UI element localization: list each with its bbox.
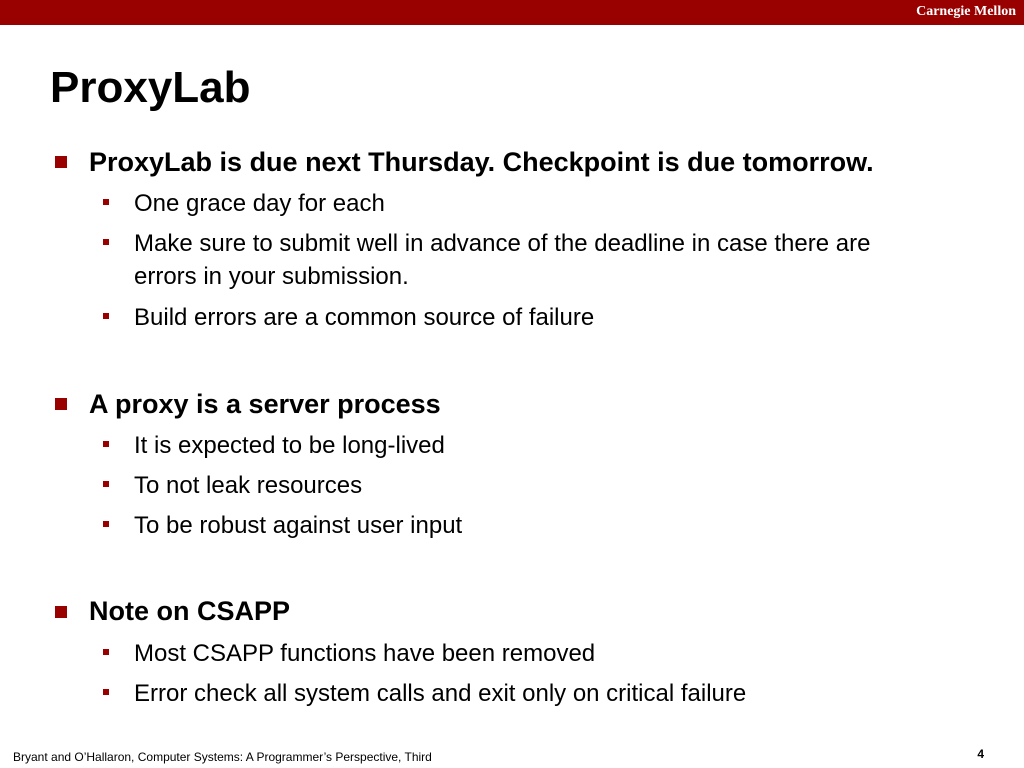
- section-3-item-1-bullet-icon: [103, 649, 109, 655]
- page-number: 4: [977, 747, 984, 761]
- section-2-item-2: To not leak resources: [134, 472, 363, 499]
- section-2-item-3-bullet-icon: [103, 521, 109, 527]
- slide-title: ProxyLab: [50, 63, 251, 112]
- section-3-item-2: Error check all system calls and exit only on critical failure: [134, 680, 747, 707]
- section-3-bullet-icon: [55, 606, 67, 618]
- section-1-item-2-continued: errors in your submission.: [134, 263, 409, 290]
- section-1-item-1-bullet-icon: [103, 199, 109, 205]
- footer-citation: Bryant and O’Hallaron, Computer Systems: A Programmer’s Perspective, Third: [13, 750, 432, 764]
- section-3-item-2-bullet-icon: [103, 689, 109, 695]
- section-1-item-1: One grace day for each: [134, 190, 385, 217]
- section-2-item-3: To be robust against user input: [134, 512, 463, 539]
- section-1-item-2-bullet-icon: [103, 239, 109, 245]
- section-1-item-3-bullet-icon: [103, 313, 109, 319]
- section-3-heading: Note on CSAPP: [89, 596, 291, 626]
- section-2-heading: A proxy is a server process: [89, 389, 441, 419]
- section-2-item-2-bullet-icon: [103, 481, 109, 487]
- section-1-item-2: Make sure to submit well in advance of the deadline in case there are: [134, 230, 871, 257]
- section-1-bullet-icon: [55, 156, 67, 168]
- section-1-heading: ProxyLab is due next Thursday. Checkpoint is due tomorrow.: [89, 147, 874, 177]
- brand-label: Carnegie Mellon: [916, 4, 1016, 19]
- section-2-item-1: It is expected to be long-lived: [134, 432, 445, 459]
- section-2-item-1-bullet-icon: [103, 441, 109, 447]
- section-1-item-3: Build errors are a common source of failure: [134, 304, 595, 331]
- section-2-bullet-icon: [55, 398, 67, 410]
- section-3-item-1: Most CSAPP functions have been removed: [134, 640, 596, 667]
